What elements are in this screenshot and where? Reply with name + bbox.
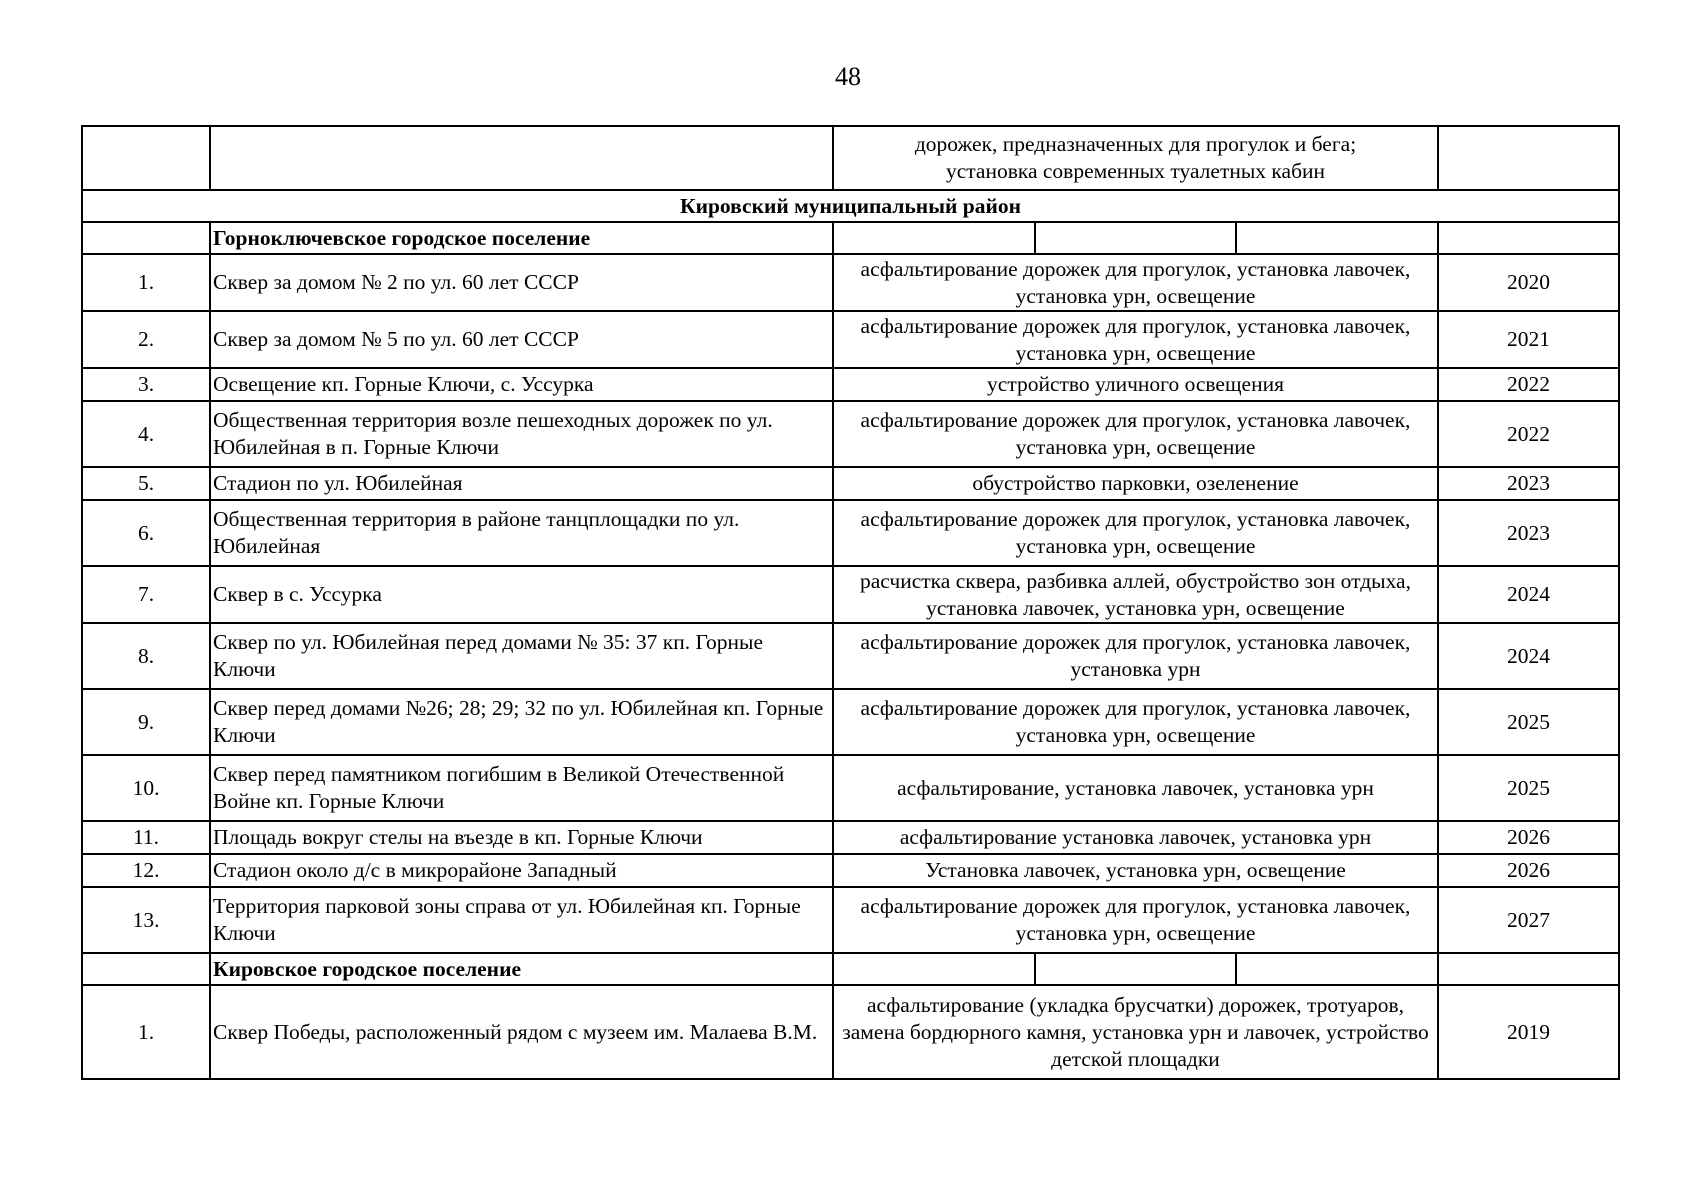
row-number: 1. <box>82 985 210 1079</box>
table-row <box>82 985 1619 1079</box>
row-year: 2023 <box>1438 467 1619 500</box>
row-works: асфальтирование дорожек для прогулок, установка лавочек, установка урн, освещение <box>833 254 1438 311</box>
row-object-name: Сквер за домом № 5 по ул. 60 лет СССР <box>210 311 833 368</box>
district-title: Кировский муниципальный район <box>82 190 1619 222</box>
row-year: 2025 <box>1438 689 1619 755</box>
row-object-name: Площадь вокруг стелы на въезде в кп. Горные Ключи <box>210 821 833 854</box>
row-year: 2021 <box>1438 311 1619 368</box>
row-object-name: Сквер перед домами №26; 28; 29; 32 по ул. Юбилейная кп. Горные Ключи <box>210 689 833 755</box>
row-works: асфальтирование дорожек для прогулок, установка лавочек, установка урн <box>833 623 1438 689</box>
row-year: 2023 <box>1438 500 1619 566</box>
row-object-name: Территория парковой зоны справа от ул. Юбилейная кп. Горные Ключи <box>210 887 833 953</box>
page-number: 48 <box>835 62 861 91</box>
row-year: 2024 <box>1438 623 1619 689</box>
cell-year <box>1438 953 1619 985</box>
row-number: 12. <box>82 854 210 887</box>
row-year: 2026 <box>1438 821 1619 854</box>
row-works: асфальтирование дорожек для прогулок, установка лавочек, установка урн, освещение <box>833 887 1438 953</box>
row-works: устройство уличного освещения <box>833 368 1438 401</box>
table-row <box>82 689 1619 755</box>
row-works: асфальтирование дорожек для прогулок, установка лавочек, установка урн, освещение <box>833 689 1438 755</box>
cell-work <box>833 953 1438 985</box>
row-year: 2027 <box>1438 887 1619 953</box>
row-year: 2026 <box>1438 854 1619 887</box>
cell-num <box>82 953 210 985</box>
row-object-name: Сквер Победы, расположенный рядом с музеем им. Малаева В.М. <box>210 985 833 1079</box>
cell-work <box>833 222 1438 254</box>
table-row <box>82 566 1619 623</box>
works-table <box>81 125 1620 1080</box>
table-row <box>82 854 1619 887</box>
row-number: 9. <box>82 689 210 755</box>
row-number: 2. <box>82 311 210 368</box>
row-year: 2019 <box>1438 985 1619 1079</box>
row-year: 2025 <box>1438 755 1619 821</box>
row-works: асфальтирование дорожек для прогулок, установка лавочек, установка урн, освещение <box>833 500 1438 566</box>
district-row <box>82 190 1619 222</box>
settlement-title: Горноключевское городское поселение <box>210 222 833 254</box>
cell-num <box>82 126 210 190</box>
row-object-name: Общественная территория в районе танцплощадки по ул. Юбилейная <box>210 500 833 566</box>
row-object-name: Стадион около д/с в микрорайоне Западный <box>210 854 833 887</box>
row-works: расчистка сквера, разбивка аллей, обустройство зон отдыха, установка лавочек, установка урн, освещение <box>833 566 1438 623</box>
table-row <box>82 254 1619 311</box>
row-works: асфальтирование установка лавочек, установка урн <box>833 821 1438 854</box>
row-works: асфальтирование (укладка брусчатки) дорожек, тротуаров, замена бордюрного камня, установка урн и лавочек, устройство детской площадки <box>833 985 1438 1079</box>
work-line: установка современных туалетных кабин <box>945 159 1326 183</box>
table-row <box>82 887 1619 953</box>
cell-num <box>82 222 210 254</box>
row-number: 7. <box>82 566 210 623</box>
row-number: 10. <box>82 755 210 821</box>
table-row <box>82 821 1619 854</box>
settlement-title: Кировское городское поселение <box>210 953 833 985</box>
row-works: Установка лавочек, установка урн, освещение <box>833 854 1438 887</box>
cell-year <box>1438 126 1619 190</box>
row-object-name: Сквер перед памятником погибшим в Великой Отечественной Войне кп. Горные Ключи <box>210 755 833 821</box>
row-works: обустройство парковки, озеленение <box>833 467 1438 500</box>
cell-name <box>210 126 833 190</box>
row-number: 13. <box>82 887 210 953</box>
work-line: дорожек, предназначенных для прогулок и бега; <box>914 132 1357 156</box>
row-year: 2022 <box>1438 401 1619 467</box>
row-object-name: Сквер в с. Уссурка <box>210 566 833 623</box>
row-number: 6. <box>82 500 210 566</box>
row-works: асфальтирование, установка лавочек, установка урн <box>833 755 1438 821</box>
cell-work <box>833 126 1438 190</box>
table-row <box>82 467 1619 500</box>
table-row <box>82 755 1619 821</box>
row-number: 1. <box>82 254 210 311</box>
row-works: асфальтирование дорожек для прогулок, установка лавочек, установка урн, освещение <box>833 311 1438 368</box>
settlement-row <box>82 953 1619 985</box>
row-year: 2020 <box>1438 254 1619 311</box>
row-object-name: Сквер по ул. Юбилейная перед домами № 35: 37 кп. Горные Ключи <box>210 623 833 689</box>
row-object-name: Сквер за домом № 2 по ул. 60 лет СССР <box>210 254 833 311</box>
table-row <box>82 401 1619 467</box>
row-object-name: Освещение кп. Горные Ключи, с. Уссурка <box>210 368 833 401</box>
row-object-name: Общественная территория возле пешеходных дорожек по ул. Юбилейная в п. Горные Ключи <box>210 401 833 467</box>
row-year: 2024 <box>1438 566 1619 623</box>
settlement-row <box>82 222 1619 254</box>
row-year: 2022 <box>1438 368 1619 401</box>
row-number: 4. <box>82 401 210 467</box>
table-row <box>82 623 1619 689</box>
row-works: асфальтирование дорожек для прогулок, установка лавочек, установка урн, освещение <box>833 401 1438 467</box>
table-row <box>82 500 1619 566</box>
table-row <box>82 368 1619 401</box>
row-number: 3. <box>82 368 210 401</box>
table-row <box>82 311 1619 368</box>
row-number: 5. <box>82 467 210 500</box>
cell-year <box>1438 222 1619 254</box>
row-number: 11. <box>82 821 210 854</box>
row-number: 8. <box>82 623 210 689</box>
continuation-row <box>82 126 1619 190</box>
row-object-name: Стадион по ул. Юбилейная <box>210 467 833 500</box>
